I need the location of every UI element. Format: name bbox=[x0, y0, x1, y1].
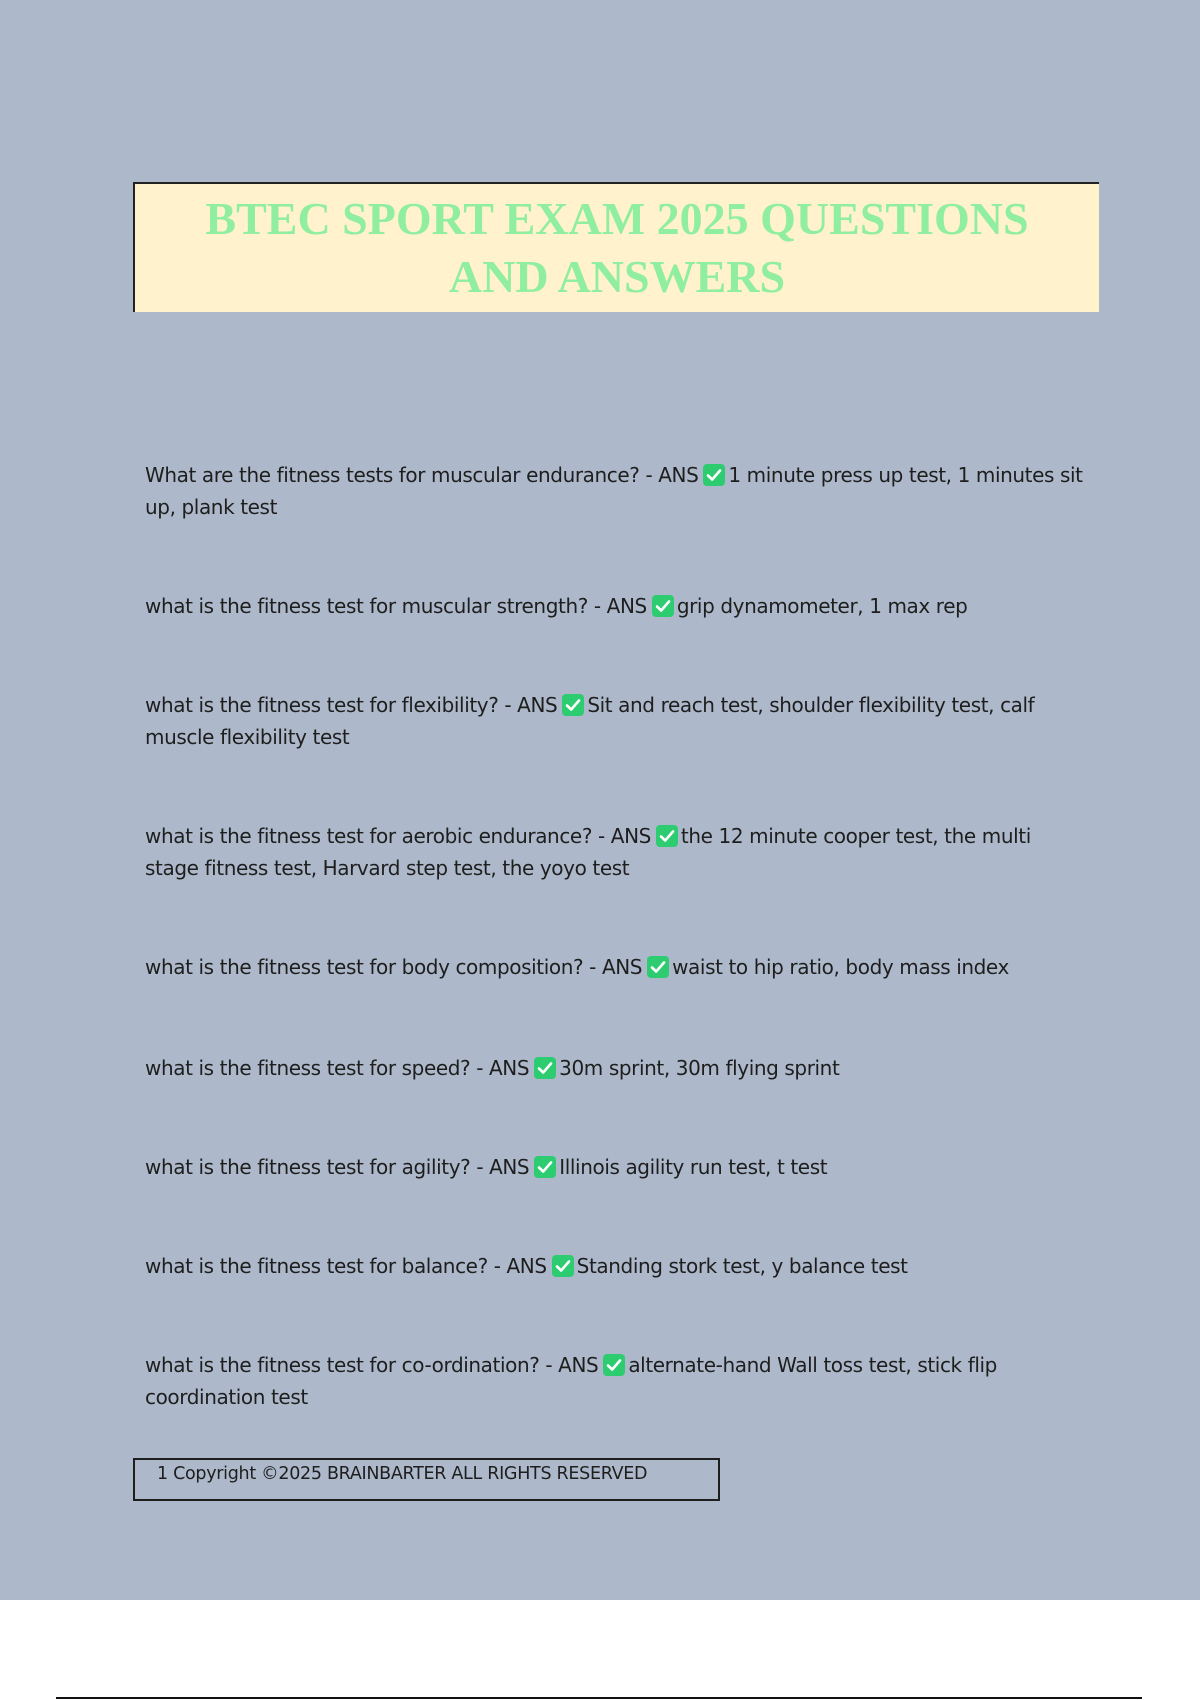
check-icon bbox=[534, 1057, 556, 1079]
question-text: what is the fitness test for flexibility? - ANS bbox=[145, 693, 558, 717]
title-banner bbox=[133, 182, 1099, 312]
question-text: what is the fitness test for aerobic endurance? - ANS bbox=[145, 824, 651, 848]
qa-item bbox=[145, 820, 1085, 884]
check-icon bbox=[552, 1255, 574, 1277]
qa-item bbox=[145, 590, 1085, 622]
qa-item bbox=[145, 1349, 1085, 1413]
answer-text: the 12 minute cooper test, the multi stage fitness test, Harvard step test, the yoyo test bbox=[145, 824, 1031, 880]
question-text: what is the fitness test for muscular strength? - ANS bbox=[145, 594, 647, 618]
qa-item bbox=[145, 459, 1085, 523]
answer-text: Standing stork test, y balance test bbox=[576, 1254, 908, 1278]
question-text: What are the fitness tests for muscular endurance? - ANS bbox=[145, 463, 699, 487]
copyright-footer: 1 Copyright ©2025 BRAINBARTER ALL RIGHTS RESERVED bbox=[133, 1458, 720, 1501]
check-icon bbox=[656, 825, 678, 847]
question-text: what is the fitness test for co-ordination? - ANS bbox=[145, 1353, 599, 1377]
question-text: what is the fitness test for agility? - ANS bbox=[145, 1155, 530, 1179]
document-title: BTEC SPORT EXAM 2025 QUESTIONS AND ANSWERS bbox=[205, 193, 1029, 302]
question-text: what is the fitness test for body composition? - ANS bbox=[145, 955, 643, 979]
check-icon bbox=[534, 1156, 556, 1178]
qa-item bbox=[145, 1250, 1085, 1282]
answer-text: Illinois agility run test, t test bbox=[559, 1155, 828, 1179]
answer-text: 30m sprint, 30m flying sprint bbox=[559, 1056, 840, 1080]
answer-text: waist to hip ratio, body mass index bbox=[672, 955, 1009, 979]
answer-text: alternate-hand Wall toss test, stick flip coordination test bbox=[145, 1353, 997, 1409]
check-icon bbox=[703, 464, 725, 486]
question-text: what is the fitness test for speed? - ANS bbox=[145, 1056, 530, 1080]
check-icon bbox=[652, 595, 674, 617]
check-icon bbox=[647, 956, 669, 978]
page-divider bbox=[56, 1697, 1142, 1699]
check-icon bbox=[562, 694, 584, 716]
answer-text: Sit and reach test, shoulder flexibility test, calf muscle flexibility test bbox=[145, 693, 1035, 749]
qa-item bbox=[145, 1052, 1085, 1084]
qa-item bbox=[145, 1151, 1085, 1183]
answer-text: grip dynamometer, 1 max rep bbox=[676, 594, 968, 618]
qa-item bbox=[145, 689, 1085, 753]
check-icon bbox=[603, 1354, 625, 1376]
answer-text: 1 minute press up test, 1 minutes sit up, plank test bbox=[145, 463, 1083, 519]
question-text: what is the fitness test for balance? - ANS bbox=[145, 1254, 547, 1278]
qa-item bbox=[145, 951, 1085, 983]
